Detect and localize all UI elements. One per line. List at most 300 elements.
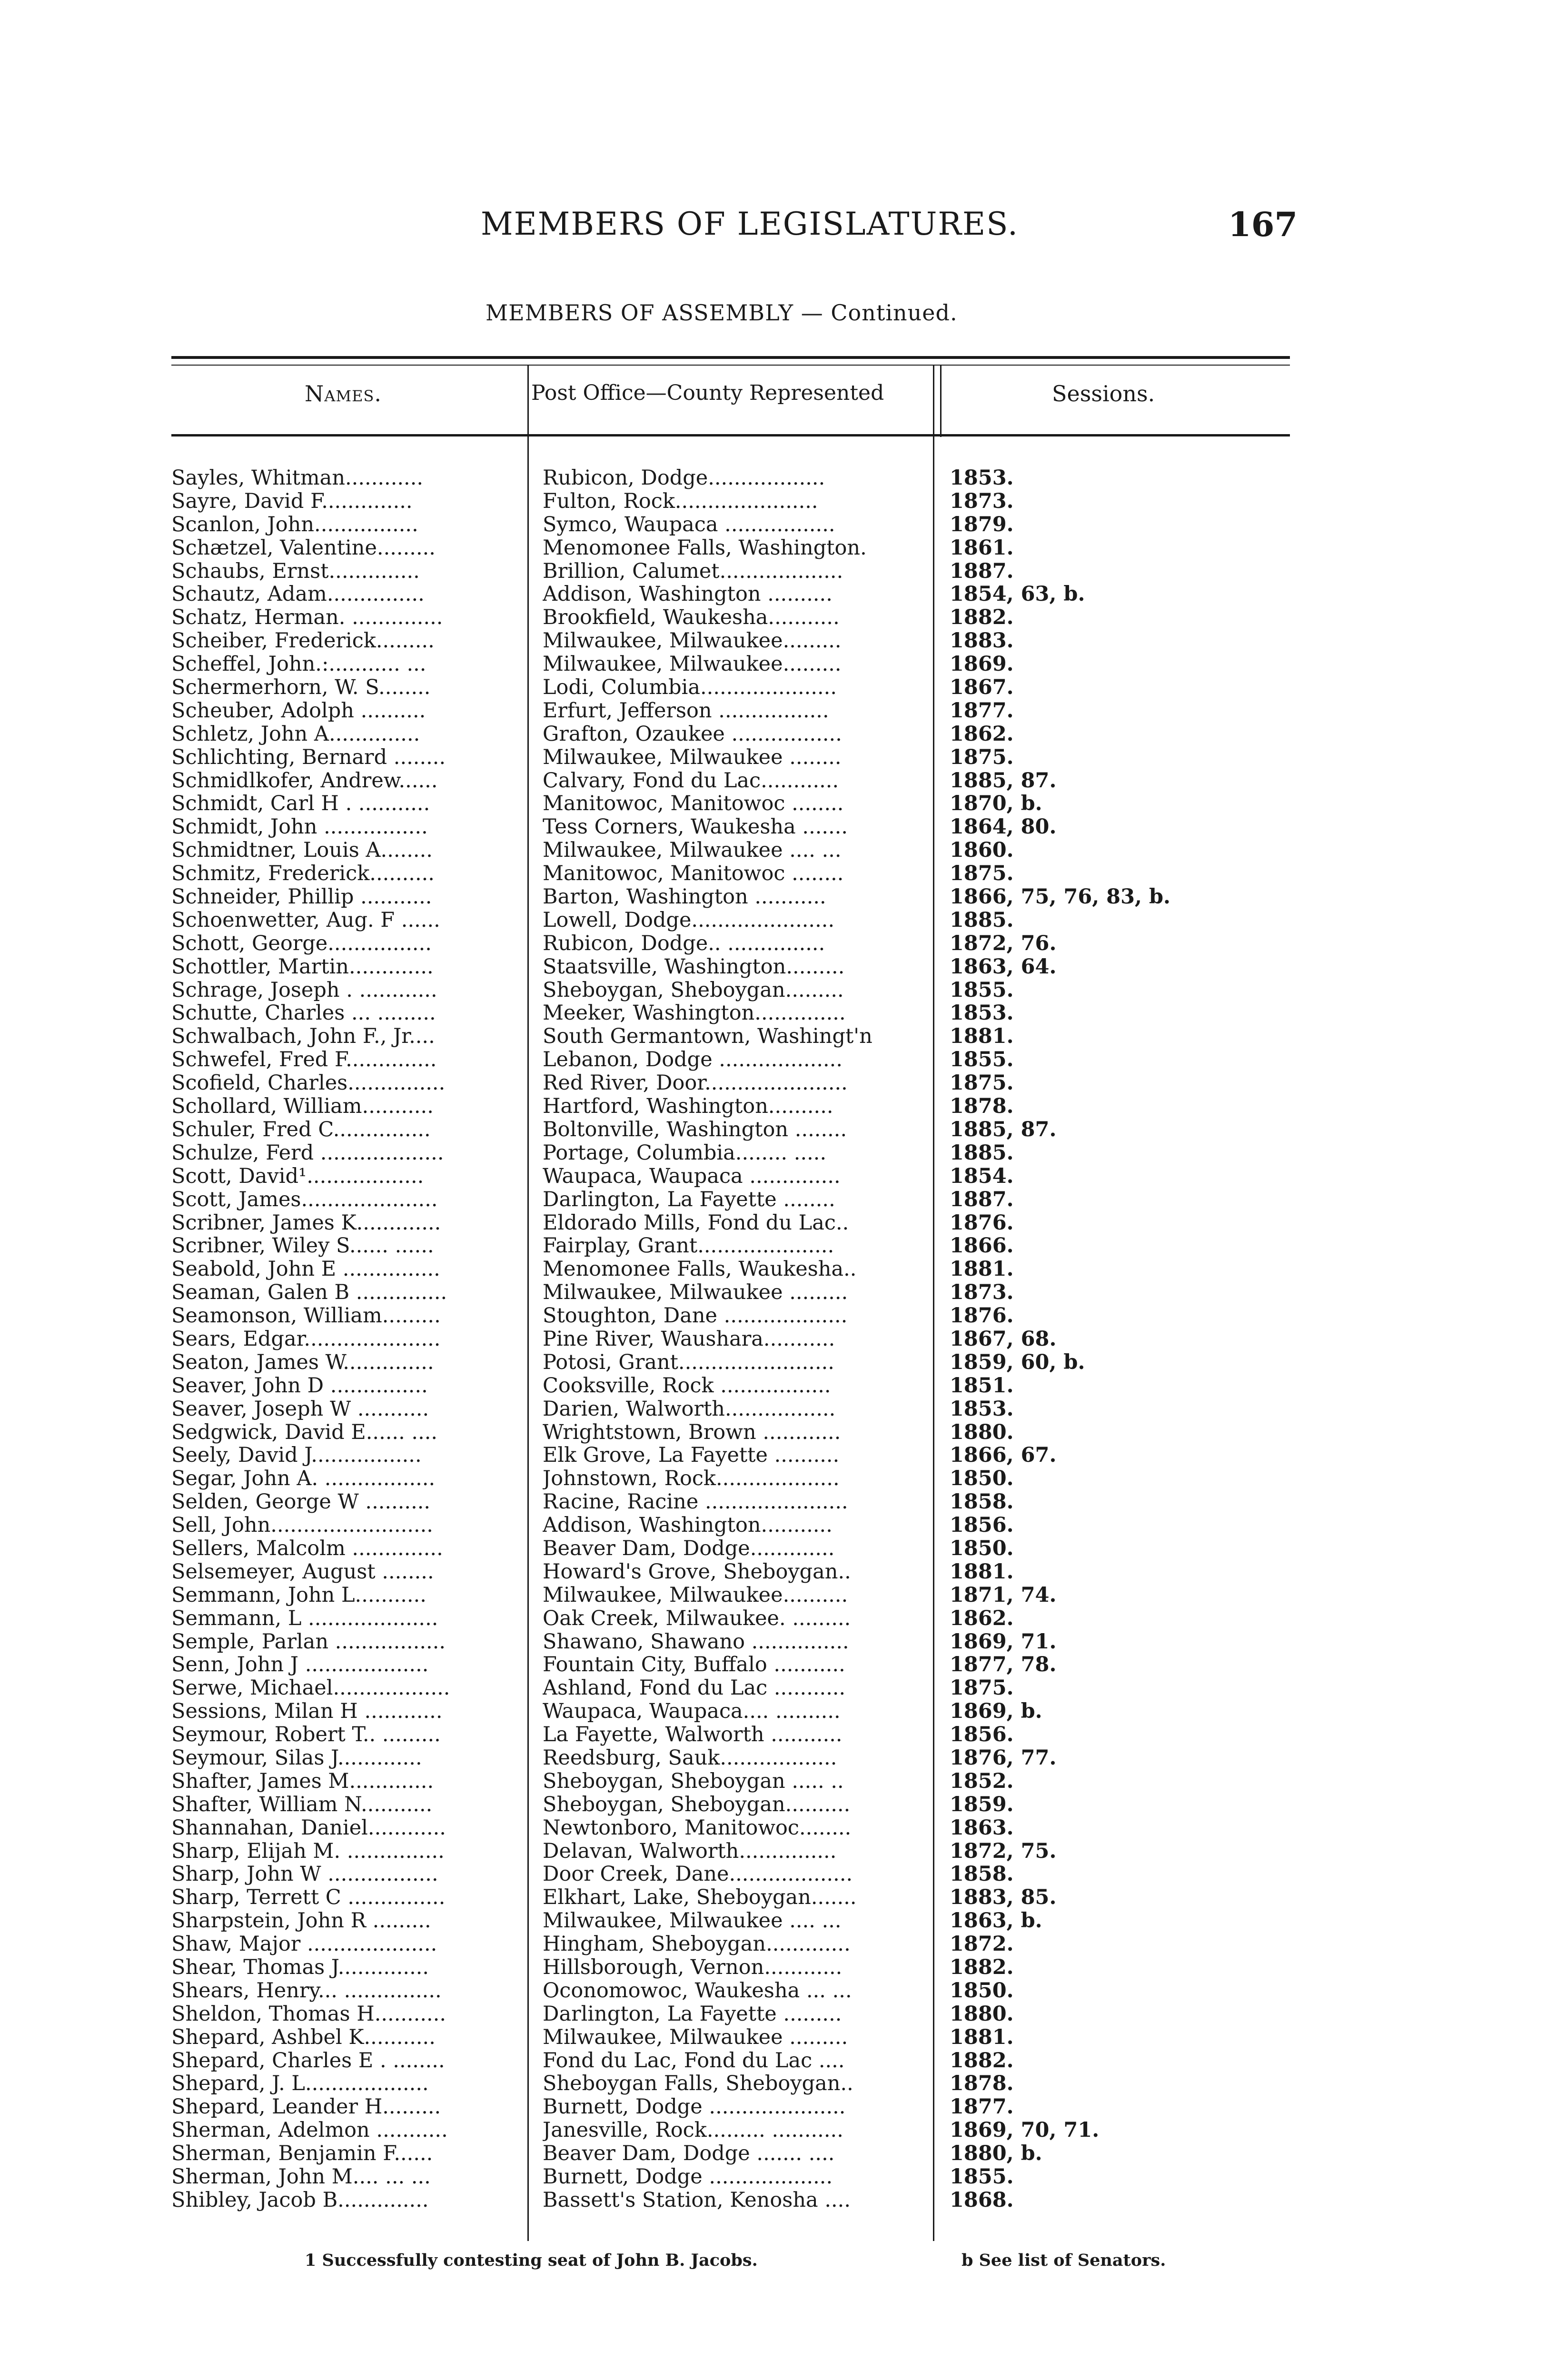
sessions-value: 1881. [950,1258,1014,1281]
member-name: Schneider, Phillip ........... [171,885,432,909]
post-office-county: Oak Creek, Milwaukee. ......... [543,1606,851,1630]
table-row [171,792,1290,815]
post-office-county: Manitowoc, Manitowoc ........ [543,792,844,816]
sessions-value: 1866, 67. [950,1444,1057,1468]
table-row [171,676,1290,699]
post-office-county: Milwaukee, Milwaukee......... [543,653,842,676]
member-name: Schott, George................ [171,932,432,955]
table-row [171,2095,1290,2119]
member-name: Schermerhorn, W. S........ [171,676,431,699]
post-office-county: South Germantown, Washingt'n [543,1025,872,1049]
sessions-value: 1869. [950,653,1014,676]
table-row [171,1933,1290,1956]
member-name: Schottler, Martin............. [171,955,434,979]
post-office-county: Darlington, La Fayette ......... [543,2002,842,2026]
member-name: Schwefel, Fred F.............. [171,1048,437,1072]
column-divider-3 [940,366,941,437]
member-name: Sherman, John M.... ... ... [171,2165,431,2189]
member-name: Sherman, Benjamin F...... [171,2142,433,2166]
member-name: Selden, George W .......... [171,1490,431,1514]
table-row [171,1025,1290,1048]
post-office-county: Milwaukee, Milwaukee......... [543,629,842,653]
table-row [171,1188,1290,1211]
table-row [171,1234,1290,1258]
member-name: Sharp, Elijah M. ............... [171,1839,445,1863]
member-name: Senn, John J ................... [171,1653,429,1677]
member-name: Serwe, Michael.................. [171,1676,450,1700]
member-name: Schutte, Charles ... ......... [171,1002,436,1025]
sessions-value: 1872. [950,1933,1014,1956]
sessions-value: 1872, 76. [950,932,1057,955]
member-name: Schautz, Adam............... [171,583,425,606]
post-office-county: Ashland, Fond du Lac ........... [543,1676,846,1700]
sessions-value: 1875. [950,745,1014,769]
post-office-county: Red River, Door...................... [543,1071,848,1095]
table-row [171,1816,1290,1840]
sessions-value: 1883. [950,629,1014,653]
post-office-county: Milwaukee, Milwaukee ......... [543,1281,848,1305]
post-office-county: Brillion, Calumet................... [543,559,843,583]
member-name: Scheuber, Adolph .......... [171,699,426,723]
member-name: Sharp, John W ................. [171,1863,438,1886]
post-office-county: Addison, Washington........... [543,1514,832,1537]
sessions-value: 1879. [950,513,1014,536]
member-name: Shepard, Charles E . ........ [171,2049,445,2073]
table-row [171,815,1290,839]
sessions-value: 1859. [950,1793,1014,1816]
member-name: Sheldon, Thomas H........... [171,2002,446,2026]
sessions-value: 1852. [950,1769,1014,1793]
sessions-value: 1863. [950,1816,1014,1840]
table-row [171,513,1290,536]
table-row [171,839,1290,862]
post-office-county: Sheboygan, Sheboygan ..... .. [543,1769,844,1793]
table-row [171,723,1290,746]
section-subtitle: MEMBERS OF ASSEMBLY — Continued. [486,300,958,326]
post-office-county: Pine River, Waushara........... [543,1327,835,1351]
sessions-value: 1876. [950,1211,1014,1235]
table-row [171,560,1290,583]
member-name: Scofield, Charles............... [171,1071,446,1095]
post-office-county: Racine, Racine ...................... [543,1490,848,1514]
sessions-value: 1873. [950,489,1014,513]
table-row [171,1886,1290,1909]
member-name: Scott, James..................... [171,1188,438,1211]
member-name: Semmann, John L........... [171,1583,426,1607]
member-name: Schmitz, Frederick.......... [171,862,435,886]
table-row [171,2003,1290,2026]
table-row [171,2119,1290,2142]
member-name: Schmidtner, Louis A........ [171,839,433,863]
member-name: Shibley, Jacob B.............. [171,2188,429,2212]
post-office-county: Delavan, Walworth............... [543,1839,837,1863]
sessions-value: 1880. [950,1420,1014,1444]
post-office-county: Sheboygan, Sheboygan.......... [543,1793,851,1816]
sessions-value: 1869, 71. [950,1630,1057,1654]
sessions-value: 1873. [950,1281,1014,1305]
table-row [171,490,1290,513]
table-row [171,1840,1290,1863]
sessions-value: 1853. [950,466,1014,490]
post-office-county: La Fayette, Walworth ........... [543,1723,842,1746]
post-office-county: Beaver Dam, Dodge ....... .... [543,2142,835,2166]
table-row [171,1723,1290,1746]
post-office-county: Brookfield, Waukesha........... [543,606,840,630]
member-name: Shannahan, Daniel............ [171,1816,446,1840]
post-office-county: Lodi, Columbia..................... [543,676,837,699]
post-office-county: Erfurt, Jefferson ................. [543,699,829,723]
member-name: Scheiber, Frederick......... [171,629,435,653]
sessions-value: 1867. [950,676,1014,699]
sessions-value: 1863, 64. [950,955,1057,979]
table-row [171,1630,1290,1654]
post-office-county: Fountain City, Buffalo ........... [543,1653,845,1677]
sessions-value: 1871, 74. [950,1583,1057,1607]
member-name: Seaton, James W.............. [171,1350,434,1374]
table-row [171,699,1290,723]
table-row [171,1281,1290,1304]
member-name: Shafter, James M............. [171,1769,434,1793]
members-table [171,466,1290,2212]
post-office-county: Menomonee Falls, Washington. [543,536,867,560]
member-name: Schoenwetter, Aug. F ...... [171,908,440,932]
running-head: MEMBERS OF LEGISLATURES. [481,206,1019,242]
member-name: Schulze, Ferd ................... [171,1141,444,1165]
table-row [171,1258,1290,1281]
sessions-value: 1877. [950,699,1014,723]
sessions-value: 1885. [950,1141,1014,1165]
post-office-county: Manitowoc, Manitowoc ........ [543,862,844,886]
member-name: Sessions, Milan H ............ [171,1700,443,1724]
post-office-county: Elkhart, Lake, Sheboygan....... [543,1886,857,1910]
member-name: Schmidt, Carl H . ........... [171,792,430,816]
post-office-county: Milwaukee, Milwaukee .... ... [543,839,842,863]
post-office-county: Rubicon, Dodge.................. [543,466,825,490]
member-name: Shepard, Leander H......... [171,2095,441,2119]
sessions-value: 1855. [950,978,1014,1002]
sessions-value: 1877. [950,2095,1014,2119]
table-row [171,1095,1290,1118]
member-name: Sharpstein, John R ......... [171,1909,431,1933]
member-name: Schatz, Herman. .............. [171,606,443,630]
member-name: Seymour, Robert T.. ......... [171,1723,441,1746]
post-office-county: Eldorado Mills, Fond du Lac.. [543,1211,849,1235]
member-name: Schætzel, Valentine......... [171,536,436,560]
table-row [171,1490,1290,1514]
top-double-rule [171,356,1290,359]
post-office-county: Milwaukee, Milwaukee .... ... [543,1909,842,1933]
table-row [171,862,1290,885]
sessions-value: 1868. [950,2188,1014,2212]
member-name: Schletz, John A.............. [171,722,420,746]
sessions-value: 1876, 77. [950,1746,1057,1770]
sessions-value: 1887. [950,1188,1014,1211]
sessions-value: 1878. [950,1095,1014,1118]
sessions-value: 1858. [950,1863,1014,1886]
post-office-county: Reedsburg, Sauk.................. [543,1746,837,1770]
post-office-county: Hingham, Sheboygan............. [543,1933,851,1956]
table-row [171,955,1290,979]
post-office-county: Rubicon, Dodge.. ............... [543,932,825,955]
sessions-value: 1867, 68. [950,1327,1057,1351]
table-row [171,932,1290,955]
table-row [171,1514,1290,1537]
post-office-county: Sheboygan Falls, Sheboygan.. [543,2072,853,2096]
post-office-county: Door Creek, Dane................... [543,1863,853,1886]
member-name: Seymour, Silas J............. [171,1746,422,1770]
table-row [171,746,1290,769]
member-name: Segar, John A. ................. [171,1467,436,1491]
post-office-county: Waupaca, Waupaca.... .......... [543,1700,841,1724]
table-row [171,1374,1290,1398]
post-office-county: Shawano, Shawano ............... [543,1630,849,1654]
post-office-county: Sheboygan, Sheboygan......... [543,978,844,1002]
post-office-county: Milwaukee, Milwaukee.......... [543,1583,848,1607]
sessions-value: 1877, 78. [950,1653,1057,1677]
post-office-county: Oconomowoc, Waukesha ... ... [543,1979,852,2003]
post-office-county: Burnett, Dodge ..................... [543,2095,846,2119]
table-row [171,1467,1290,1490]
post-office-county: Meeker, Washington.............. [543,1002,846,1025]
sessions-value: 1882. [950,1956,1014,1979]
table-row [171,1141,1290,1165]
table-row [171,2189,1290,2212]
column-header-sessions: Sessions. [1052,381,1155,407]
table-row [171,1770,1290,1793]
table-row [171,1560,1290,1584]
post-office-county: Milwaukee, Milwaukee ........ [543,745,842,769]
member-name: Sayre, David F.............. [171,489,413,513]
post-office-county: Johnstown, Rock................... [543,1467,840,1491]
table-row [171,466,1290,490]
member-name: Selsemeyer, August ........ [171,1560,434,1584]
footnote-contested-seat: 1 Successfully contesting seat of John B. Jacobs. [305,2251,758,2270]
sessions-value: 1875. [950,1676,1014,1700]
member-name: Shepard, J. L................... [171,2072,429,2096]
post-office-county: Janesville, Rock......... ........... [543,2119,843,2142]
member-name: Schmidlkofer, Andrew...... [171,769,438,793]
sessions-value: 1882. [950,2049,1014,2073]
table-row [171,1444,1290,1467]
member-name: Scanlon, John................ [171,513,418,536]
post-office-county: Darien, Walworth................. [543,1397,836,1421]
post-office-county: Howard's Grove, Sheboygan.. [543,1560,851,1584]
sessions-value: 1863, b. [950,1909,1042,1933]
member-name: Seely, David J................. [171,1444,422,1468]
post-office-county: Portage, Columbia........ ..... [543,1141,827,1165]
post-office-county: Potosi, Grant........................ [543,1350,834,1374]
member-name: Semmann, L .................... [171,1606,438,1630]
sessions-value: 1881. [950,1560,1014,1584]
sessions-value: 1883, 85. [950,1886,1057,1910]
table-row [171,2026,1290,2049]
member-name: Schwalbach, John F., Jr.... [171,1025,435,1049]
post-office-county: Bassett's Station, Kenosha .... [543,2188,851,2212]
post-office-county: Wrightstown, Brown ............ [543,1420,841,1444]
member-name: Schlichting, Bernard ........ [171,745,446,769]
table-row [171,536,1290,560]
member-name: Semple, Parlan ................. [171,1630,446,1654]
table-row [171,1909,1290,1933]
sessions-value: 1880, b. [950,2142,1042,2166]
table-row [171,1398,1290,1421]
table-row [171,629,1290,653]
top-thin-rule [171,365,1290,366]
post-office-county: Menomonee Falls, Waukesha.. [543,1258,857,1281]
table-row [171,1421,1290,1444]
member-name: Scribner, Wiley S...... ...... [171,1234,434,1258]
post-office-county: Addison, Washington .......... [543,583,832,606]
post-office-county: Darlington, La Fayette ........ [543,1188,835,1211]
table-row [171,653,1290,676]
sessions-value: 1866. [950,1234,1014,1258]
sessions-value: 1850. [950,1979,1014,2003]
header-bottom-rule [171,434,1290,436]
member-name: Schrage, Joseph . ............ [171,978,437,1002]
table-row [171,1351,1290,1374]
sessions-value: 1853. [950,1002,1014,1025]
table-row [171,1653,1290,1676]
post-office-county: Staatsville, Washington......... [543,955,845,979]
member-name: Shear, Thomas J.............. [171,1956,429,1979]
post-office-county: Elk Grove, La Fayette .......... [543,1444,840,1468]
sessions-value: 1869, b. [950,1700,1042,1724]
table-row [171,885,1290,909]
post-office-county: Burnett, Dodge ................... [543,2165,833,2189]
member-name: Sears, Edgar..................... [171,1327,441,1351]
sessions-value: 1878. [950,2072,1014,2096]
table-row [171,606,1290,629]
member-name: Sayles, Whitman............ [171,466,424,490]
table-row [171,1304,1290,1328]
sessions-value: 1870, b. [950,792,1042,816]
table-row [171,769,1290,793]
member-name: Scott, David¹.................. [171,1164,424,1188]
sessions-value: 1855. [950,1048,1014,1072]
sessions-value: 1859, 60, b. [950,1350,1085,1374]
post-office-county: Boltonville, Washington ........ [543,1118,847,1141]
sessions-value: 1850. [950,1537,1014,1560]
table-row [171,1956,1290,1979]
sessions-value: 1858. [950,1490,1014,1514]
member-name: Shaw, Major .................... [171,1933,437,1956]
post-office-county: Barton, Washington ........... [543,885,826,909]
member-name: Seamonson, William......... [171,1304,441,1328]
post-office-county: Fulton, Rock...................... [543,489,818,513]
sessions-value: 1866, 75, 76, 83, b. [950,885,1170,909]
post-office-county: Stoughton, Dane ................... [543,1304,848,1328]
column-header-names: Names. [305,381,382,407]
member-name: Schaubs, Ernst.............. [171,559,420,583]
post-office-county: Beaver Dam, Dodge............. [543,1537,835,1560]
table-row [171,2072,1290,2095]
table-row [171,1071,1290,1095]
post-office-county: Hartford, Washington.......... [543,1095,833,1118]
footnote-senators: b See list of Senators. [961,2251,1166,2270]
post-office-county: Milwaukee, Milwaukee ......... [543,2025,848,2049]
table-row [171,1863,1290,1886]
table-row [171,1328,1290,1351]
sessions-value: 1862. [950,1606,1014,1630]
post-office-county: Grafton, Ozaukee ................. [543,722,842,746]
table-row [171,1979,1290,2003]
member-name: Sherman, Adelmon ........... [171,2119,448,2142]
post-office-county: Lowell, Dodge...................... [543,908,835,932]
member-name: Scheffel, John.:........... ... [171,653,426,676]
sessions-value: 1851. [950,1374,1014,1398]
table-row [171,1537,1290,1560]
post-office-county: Newtonboro, Manitowoc........ [543,1816,852,1840]
member-name: Sellers, Malcolm .............. [171,1537,443,1560]
member-name: Schmidt, John ................ [171,815,428,839]
table-row [171,979,1290,1002]
table-row [171,1048,1290,1071]
post-office-county: Hillsborough, Vernon............ [543,1956,842,1979]
page-number: 167 [1228,205,1298,244]
sessions-value: 1869, 70, 71. [950,2119,1100,2142]
sessions-value: 1860. [950,839,1014,863]
table-row [171,2049,1290,2073]
table-row [171,2165,1290,2189]
table-row [171,1607,1290,1630]
post-office-county: Cooksville, Rock ................. [543,1374,831,1398]
sessions-value: 1880. [950,2002,1014,2026]
sessions-value: 1856. [950,1723,1014,1746]
member-name: Seaver, Joseph W ........... [171,1397,429,1421]
sessions-value: 1872, 75. [950,1839,1057,1863]
table-row [171,909,1290,932]
member-name: Seabold, John E ............... [171,1258,440,1281]
member-name: Shepard, Ashbel K........... [171,2025,436,2049]
sessions-value: 1887. [950,559,1014,583]
post-office-county: Fond du Lac, Fond du Lac .... [543,2049,845,2073]
member-name: Schuler, Fred C............... [171,1118,431,1141]
member-name: Sell, John......................... [171,1514,433,1537]
table-row [171,1211,1290,1235]
sessions-value: 1864, 80. [950,815,1057,839]
sessions-value: 1885, 87. [950,769,1057,793]
column-header-post-office: Post Office—County Represented [531,381,884,405]
member-name: Seaman, Galen B .............. [171,1281,447,1305]
table-row [171,1746,1290,1770]
sessions-value: 1854. [950,1164,1014,1188]
sessions-value: 1885. [950,908,1014,932]
table-row [171,2142,1290,2165]
sessions-value: 1855. [950,2165,1014,2189]
post-office-county: Symco, Waupaca ................. [543,513,835,536]
sessions-value: 1875. [950,1071,1014,1095]
sessions-value: 1861. [950,536,1014,560]
member-name: Shears, Henry... ............... [171,1979,442,2003]
table-row [171,1676,1290,1700]
table-row [171,1118,1290,1141]
table-row [171,1700,1290,1723]
table-row [171,583,1290,606]
sessions-value: 1854, 63, b. [950,583,1085,606]
sessions-value: 1856. [950,1514,1014,1537]
post-office-county: Fairplay, Grant..................... [543,1234,834,1258]
post-office-county: Calvary, Fond du Lac............ [543,769,839,793]
sessions-value: 1853. [950,1397,1014,1421]
post-office-county: Tess Corners, Waukesha ....... [543,815,848,839]
sessions-value: 1885, 87. [950,1118,1057,1141]
table-row [171,1584,1290,1607]
sessions-value: 1881. [950,1025,1014,1049]
member-name: Sedgwick, David E...... .... [171,1420,438,1444]
post-office-county: Lebanon, Dodge ................... [543,1048,843,1072]
sessions-value: 1876. [950,1304,1014,1328]
member-name: Shafter, William N........... [171,1793,433,1816]
